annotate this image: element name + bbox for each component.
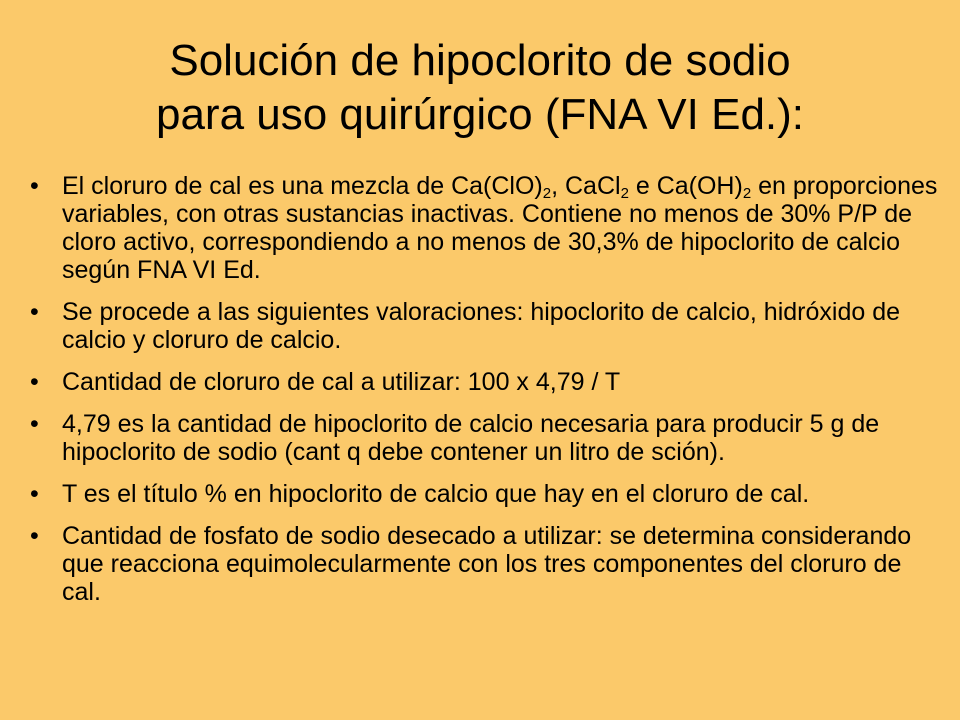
bullet-list (30, 172, 940, 620)
bullet-item-valuations (30, 298, 940, 354)
subscript: 2 (742, 185, 752, 202)
bullet-item-sodium-phosphate (30, 522, 940, 606)
bullet-item-quantity-formula (30, 368, 940, 396)
bullet-item-title-definition (30, 480, 940, 508)
text-segment: en proporciones variables, con otras sustancias inactivas. Contiene no menos de 30% P/P de cloro activo, correspondiendo a no menos de 30,3% de hipoclorito de calcio según FNA VI Ed. (62, 172, 938, 284)
bullet-dot-icon: • (30, 172, 39, 200)
text-segment: , CaCl (551, 172, 621, 200)
bullet-dot-icon: • (30, 410, 39, 438)
bullet-text: Se procede a las siguientes valoraciones: hipoclorito de calcio, hidróxido de calcio y cloruro de calcio. (62, 298, 901, 354)
bullet-item-chloride-of-lime (30, 172, 940, 284)
title-line-2: para uso quirúrgico (FNA VI Ed.): (155, 90, 805, 139)
bullet-text: Cantidad de cloruro de cal a utilizar: 100 x 4,79 / T (62, 368, 621, 396)
bullet-item-factor-explanation (30, 410, 940, 466)
bullet-dot-icon: • (30, 480, 39, 508)
bullet-text (62, 172, 940, 284)
bullet-dot-icon: • (30, 298, 39, 326)
bullet-text: 4,79 es la cantidad de hipoclorito de calcio necesaria para producir 5 g de hipoclorito de sodio (cant q debe contener un litro de sción). (62, 410, 880, 466)
bullet-text: Cantidad de fosfato de sodio desecado a utilizar: se determina considerando que reacciona equimolecularmente con los tres componentes del cloruro de cal. (62, 522, 912, 606)
title-line-1: Solución de hipoclorito de sodio (169, 36, 791, 85)
bullet-text: T es el título % en hipoclorito de calcio que hay en el cloruro de cal. (62, 480, 810, 508)
subscript: 2 (542, 185, 552, 202)
text-segment: e Ca(OH) (628, 172, 743, 200)
text-segment: El cloruro de cal es una mezcla de Ca(ClO) (62, 172, 543, 200)
subscript: 2 (620, 185, 629, 202)
bullet-dot-icon: • (30, 522, 39, 550)
bullet-dot-icon: • (30, 368, 39, 396)
slide-title (0, 34, 960, 142)
